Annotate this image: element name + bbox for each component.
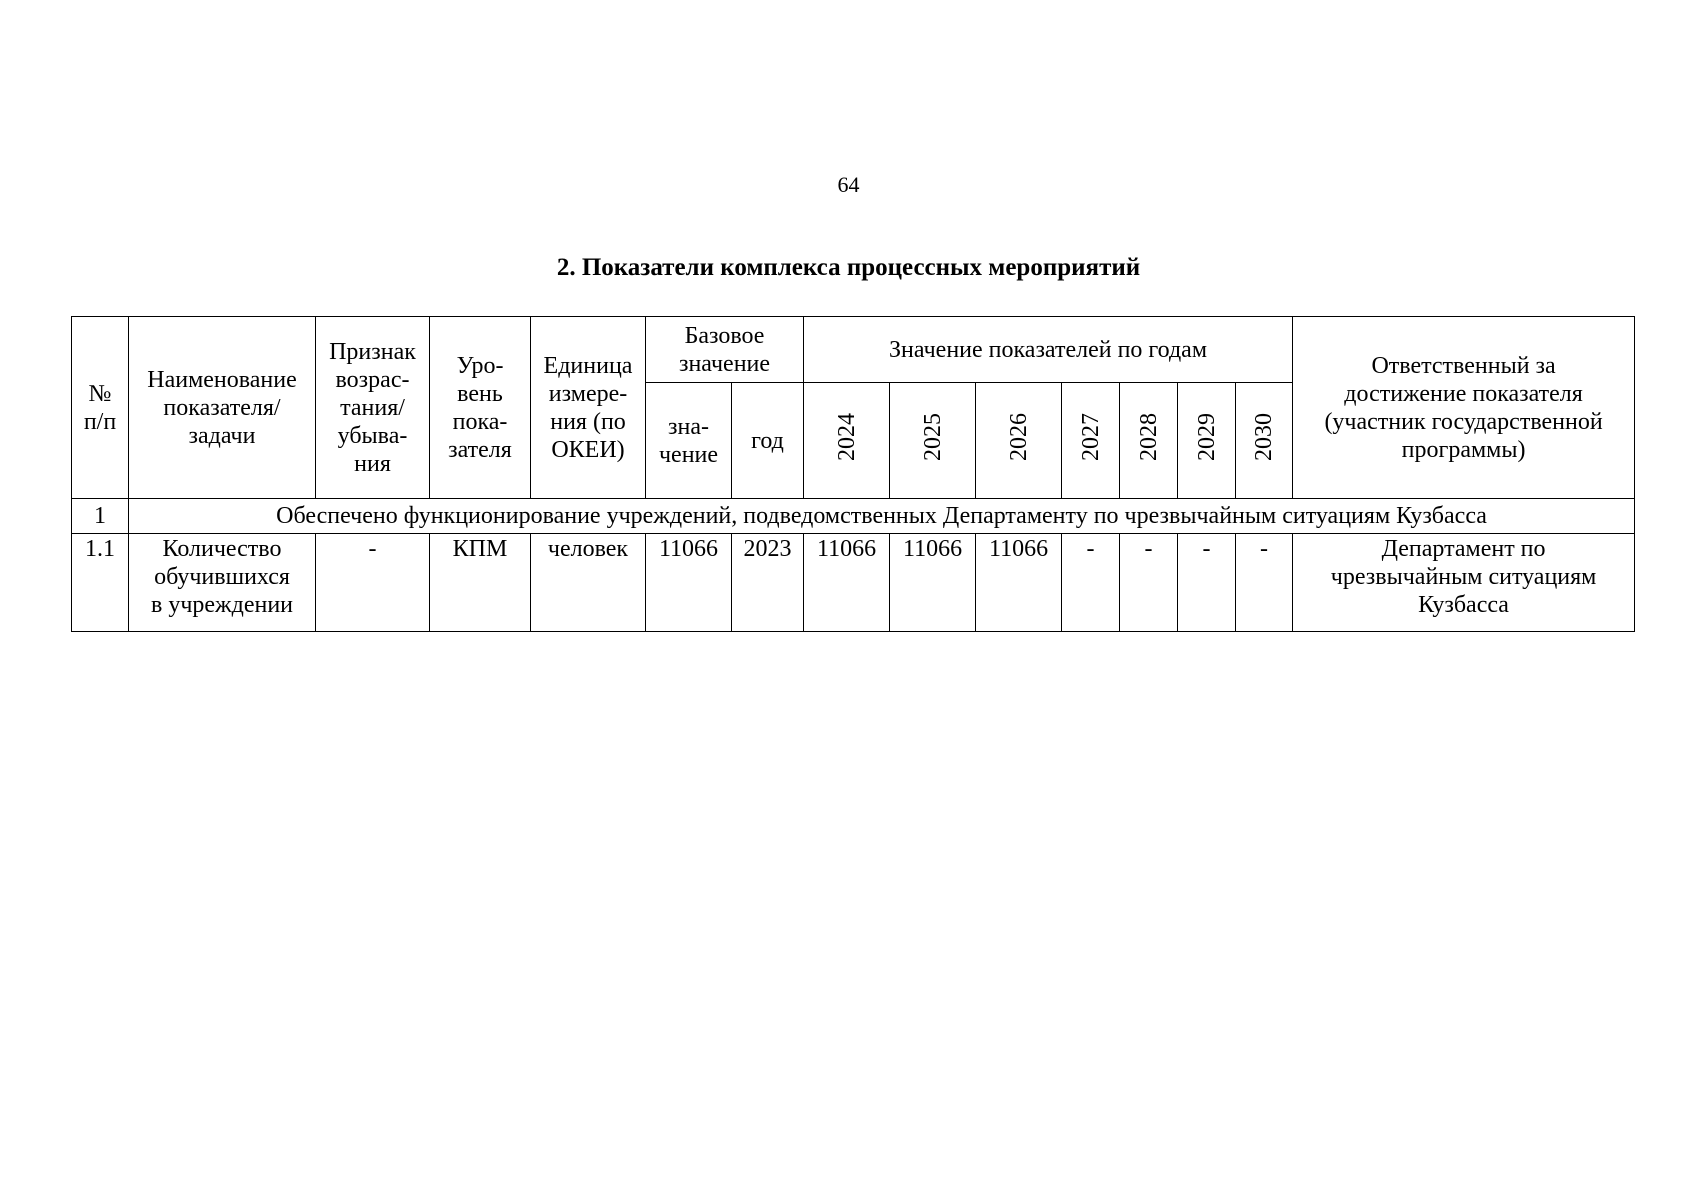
row-year-value: 11066 — [804, 534, 890, 632]
table-header-row-1 — [72, 317, 1635, 383]
header-responsible: Ответственный за достижение показателя (участник государственной программы) — [1293, 317, 1635, 499]
row-year-value: - — [1178, 534, 1236, 632]
row-unit: человек — [531, 534, 646, 632]
header-base-year: год — [732, 383, 804, 499]
row-name: Количество обучившихся в учреждении — [129, 534, 316, 632]
task-row — [72, 499, 1635, 534]
header-year — [1178, 383, 1236, 499]
header-years-group: Значение показателей по годам — [804, 317, 1293, 383]
task-num: 1 — [72, 499, 129, 534]
header-year — [804, 383, 890, 499]
year-label: 2028 — [1135, 413, 1162, 461]
header-year — [1120, 383, 1178, 499]
header-sign: Признак возрас- тания/ убыва- ния — [316, 317, 430, 499]
year-label: 2026 — [1005, 413, 1032, 461]
header-level: Уро- вень пока- зателя — [430, 317, 531, 499]
header-unit: Единица измере- ния (по ОКЕИ) — [531, 317, 646, 499]
row-year-value: - — [1120, 534, 1178, 632]
year-label: 2024 — [833, 413, 860, 461]
row-year-value: 11066 — [976, 534, 1062, 632]
year-label: 2027 — [1077, 413, 1104, 461]
year-label: 2025 — [919, 413, 946, 461]
page-number: 64 — [837, 172, 860, 197]
row-year-value: - — [1236, 534, 1293, 632]
indicators-table — [71, 316, 1635, 632]
row-base-year: 2023 — [732, 534, 804, 632]
row-year-value: - — [1062, 534, 1120, 632]
section-title: 2. Показатели комплекса процессных мероприятий — [556, 254, 1141, 281]
header-base: Базовое значение — [646, 317, 804, 383]
task-text: Обеспечено функционирование учреждений, подведомственных Департаменту по чрезвычайным ситуациям Кузбасса — [129, 499, 1635, 534]
header-num: № п/п — [72, 317, 129, 499]
header-year — [1062, 383, 1120, 499]
row-num: 1.1 — [72, 534, 129, 632]
header-name: Наименование показателя/ задачи — [129, 317, 316, 499]
table-row — [72, 534, 1635, 632]
row-sign: - — [316, 534, 430, 632]
row-responsible: Департамент по чрезвычайным ситуациям Кузбасса — [1293, 534, 1635, 632]
year-label: 2030 — [1251, 413, 1278, 461]
row-year-value: 11066 — [890, 534, 976, 632]
row-base-value: 11066 — [646, 534, 732, 632]
header-year — [1236, 383, 1293, 499]
year-label: 2029 — [1193, 413, 1220, 461]
header-base-value: зна- чение — [646, 383, 732, 499]
header-year — [890, 383, 976, 499]
header-year — [976, 383, 1062, 499]
row-level: КПМ — [430, 534, 531, 632]
